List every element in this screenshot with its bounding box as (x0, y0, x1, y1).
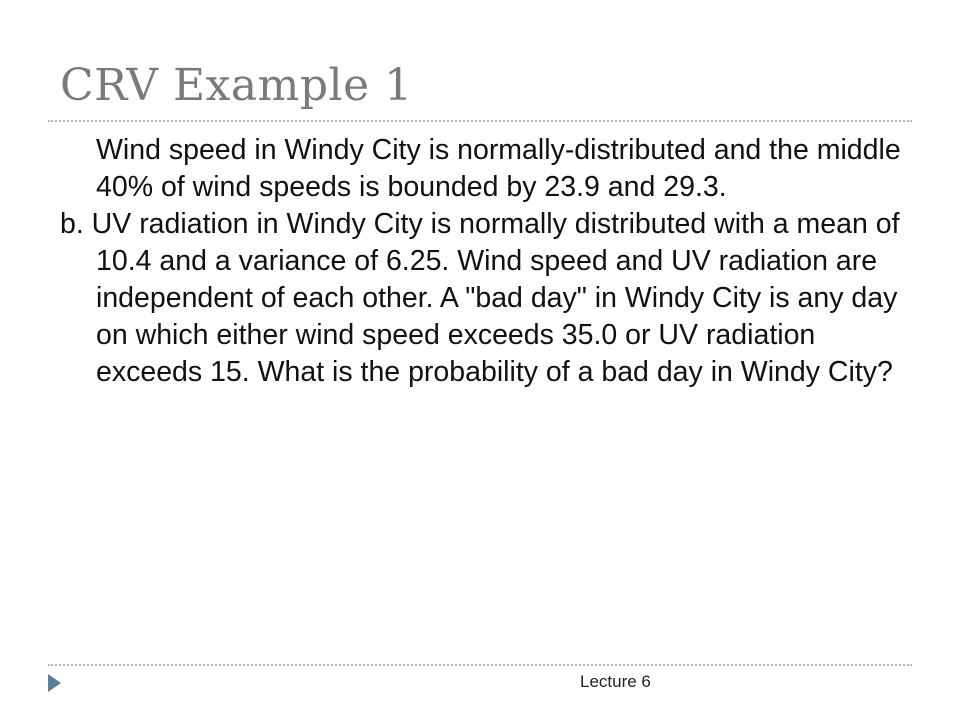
slide-body (60, 132, 910, 391)
footer-label: Lecture 6 (580, 672, 651, 691)
title-divider (48, 120, 912, 122)
slide-title: CRV Example 1 (60, 60, 413, 111)
problem-paragraph-b: b. UV radiation in Windy City is normally distributed with a mean of 10.4 and a variance of 6.25. Wind speed and UV radiation are independent of each other. A "bad day" in Windy City is any day on which either wind speed exceeds 35.0 or UV radiation exceeds 15. What is the probability of a bad day in Windy City? (60, 208, 900, 388)
footer-divider (48, 664, 912, 666)
triangle-bullet-icon (48, 674, 61, 692)
problem-paragraph-a: Wind speed in Windy City is normally-distributed and the middle 40% of wind speeds is bounded by 23.9 and 29.3. (96, 134, 901, 203)
